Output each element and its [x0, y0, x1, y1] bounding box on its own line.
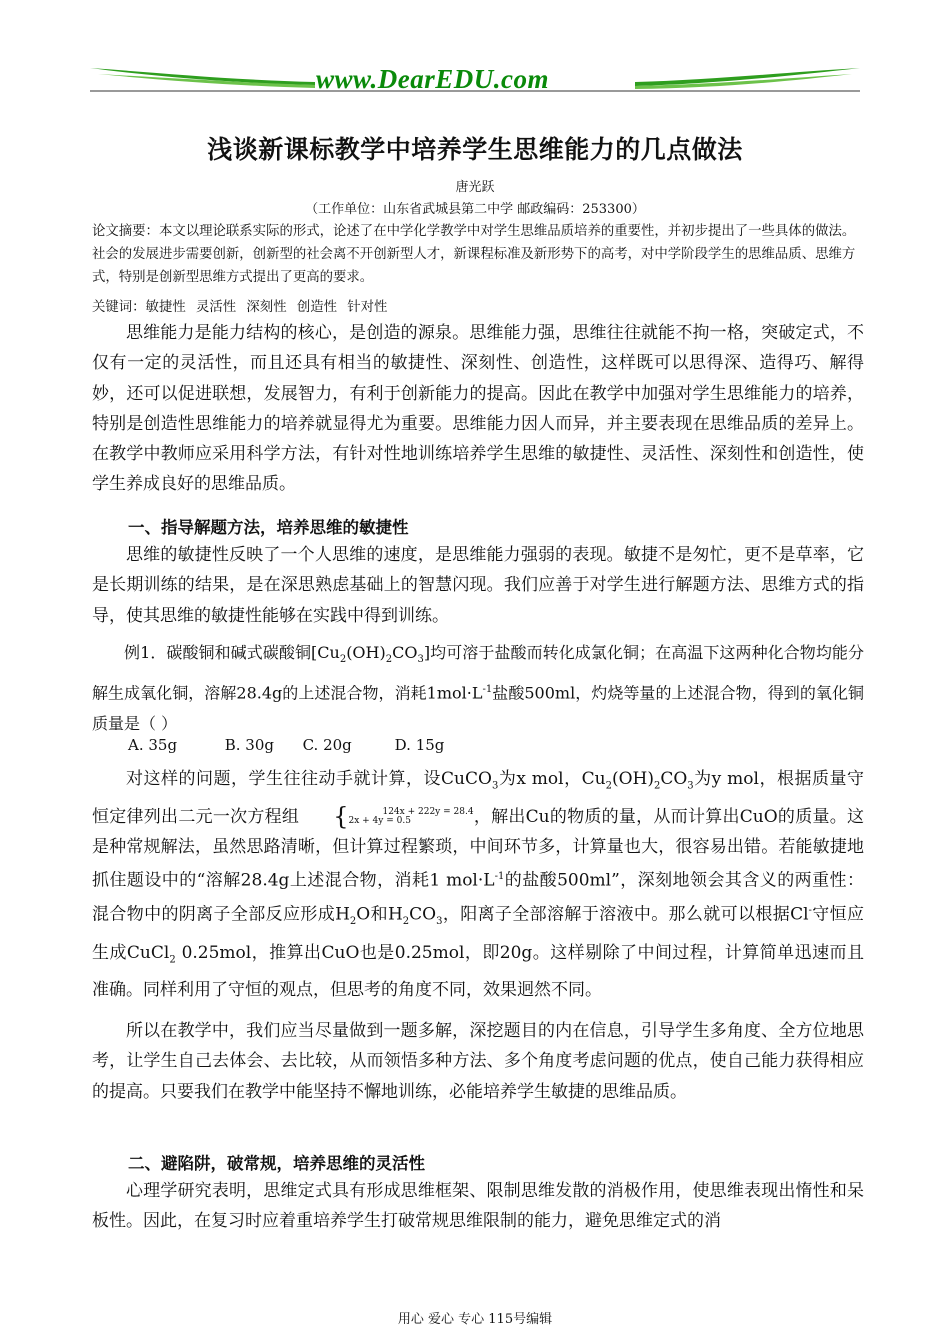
example-text-a: 例1．碳酸铜和碱式碳酸铜[Cu — [124, 643, 340, 662]
abstract: 论文摘要：本文以理论联系实际的形式，论述了在中学化学教学中对学生思维品质培养的重要性，并初步提出了一些具体的做法。社会的发展进步需要创新，创新型的社会离不开创新型人才，新课程标准及新形势下的高考，对中学阶段学生的思维品质、思维方式，特别是创新型思维方式提出了更高的要求。 — [92, 224, 856, 285]
author-name: 唐光跃 — [455, 180, 495, 195]
equation-line-2: 2x + 4y = 0.5 — [348, 816, 411, 827]
equation-system: { 124x + 222y = 28.4 2x + 4y = 0.5 — [333, 802, 474, 831]
article-title: 浅谈新课标教学中培养学生思维能力的几点做法 — [207, 135, 743, 164]
equation-line-1: 124x + 222y = 28.4 — [382, 807, 474, 818]
site-header-banner — [90, 58, 860, 98]
intro-paragraph: 思维能力是能力结构的核心，是创造的源泉。思维能力强，思维往往就能不拘一格，突破定式，不仅有一定的灵活性，而且还具有相当的敏捷性、深刻性、创造性，这样既可以思得深、造得巧、解得妙，还可以促进联想，发展智力，有利于创新能力的提高。因此在教学中加强对学生思维能力的培养，特别是创造性思维能力的培养就显得尤为重要。思维能力因人而异，并主要表现在思维品质的差异上。在教学中教师应采用科学方法，有针对性地训练培养学生思维的敏捷性、灵活性、深刻性和创造性，使学生养成良好的思维品质。 — [92, 323, 864, 495]
section-heading-2: 二、避陷阱，破常规，培养思维的灵活性 — [128, 1154, 425, 1173]
paragraph-summary: 所以在教学中，我们应当尽量做到一题多解，深挖题目的内在信息，引导学生多角度、全方位地思考，让学生自己去体会、去比较，从而领悟多种方法、多个角度考虑问题的优点，使自己能力获得相应的提高。只要我们在教学中能坚持不懈地训练，必能培养学生敏捷的思维品质。 — [92, 1021, 864, 1102]
keywords: 关键词：敏捷性 灵活性 深刻性 创造性 针对性 — [92, 300, 388, 315]
answer-options: A. 35g B. 30g C. 20g D. 15g — [128, 736, 445, 754]
page-footer: 用心 爱心 专心 115号编辑 — [397, 1312, 553, 1327]
site-logo-text[interactable]: www.DearEDU.com — [316, 64, 550, 94]
paragraph-flexibility: 心理学研究表明，思维定式具有形成思维框架、限制思维发散的消极作用，使思维表现出惰性和呆板性。因此，在复习时应着重培养学生打破常规思维限制的能力，避免思维定式的消 — [92, 1181, 864, 1232]
example-1: 例1．碳酸铜和碱式碳酸铜$[Cu_2(OH)_2CO_3]$均可溶于盐酸而转化成氯化铜；在高温下这两种化合物均能分解生成氧化铜，溶解28.4g的上述混合物，消耗$1mol\cdot L^{-1}$盐酸500ml，灼烧等量的上述混合物，得到的氧化铜质量是（ ） — [92, 643, 864, 734]
section-heading-1: 一、指导解题方法，培养思维的敏捷性 — [128, 518, 409, 537]
paragraph-agility: 思维的敏捷性反映了一个人思维的速度，是思维能力强弱的表现。敏捷不是匆忙，更不是草率，它是长期训练的结果，是在深思熟虑基础上的智慧闪现。我们应善于对学生进行解题方法、思维方式的指导，使其思维的敏捷性能够在实践中得到训练。 — [92, 545, 864, 626]
paragraph-solution: 对这样的问题，学生往往动手就计算，设CuCO$_3$为x mol，$Cu_2(OH)_2CO_3$为y mol，根据质量守恒定律列出二元一次方程组 { 124x + 222y = 28.4 2x + 4y = 0.5 ，解出Cu的物质的量，从而计算出CuO的质量。这是种常规解法，虽然思路清晰，但计算过程繁琐，中间环节多，计算量也大，很容易出错。若能敏捷地抓住题设中的“溶解28.4g上述混合物，消耗1 $mol\cdot L^{-1}$的盐酸500ml”，深刻地领会其含义的两重性：混合物中的阴离子全部反应形成$H_2O$和$H_2CO_3$，阳离子全部溶解于溶液中。那么就可以根据Cl-守恒应生成CuCl$_2$ 0.25mol，推算出CuO也是0.25mol，即20g。这样剔除了中间过程，计算简单迅速而且准确。同样利用了守恒的观点，但思考的角度不同，效果迥然不同。 — [92, 769, 865, 1001]
author-affiliation: （工作单位：山东省武城县第二中学 邮政编码：253300） — [305, 202, 645, 217]
